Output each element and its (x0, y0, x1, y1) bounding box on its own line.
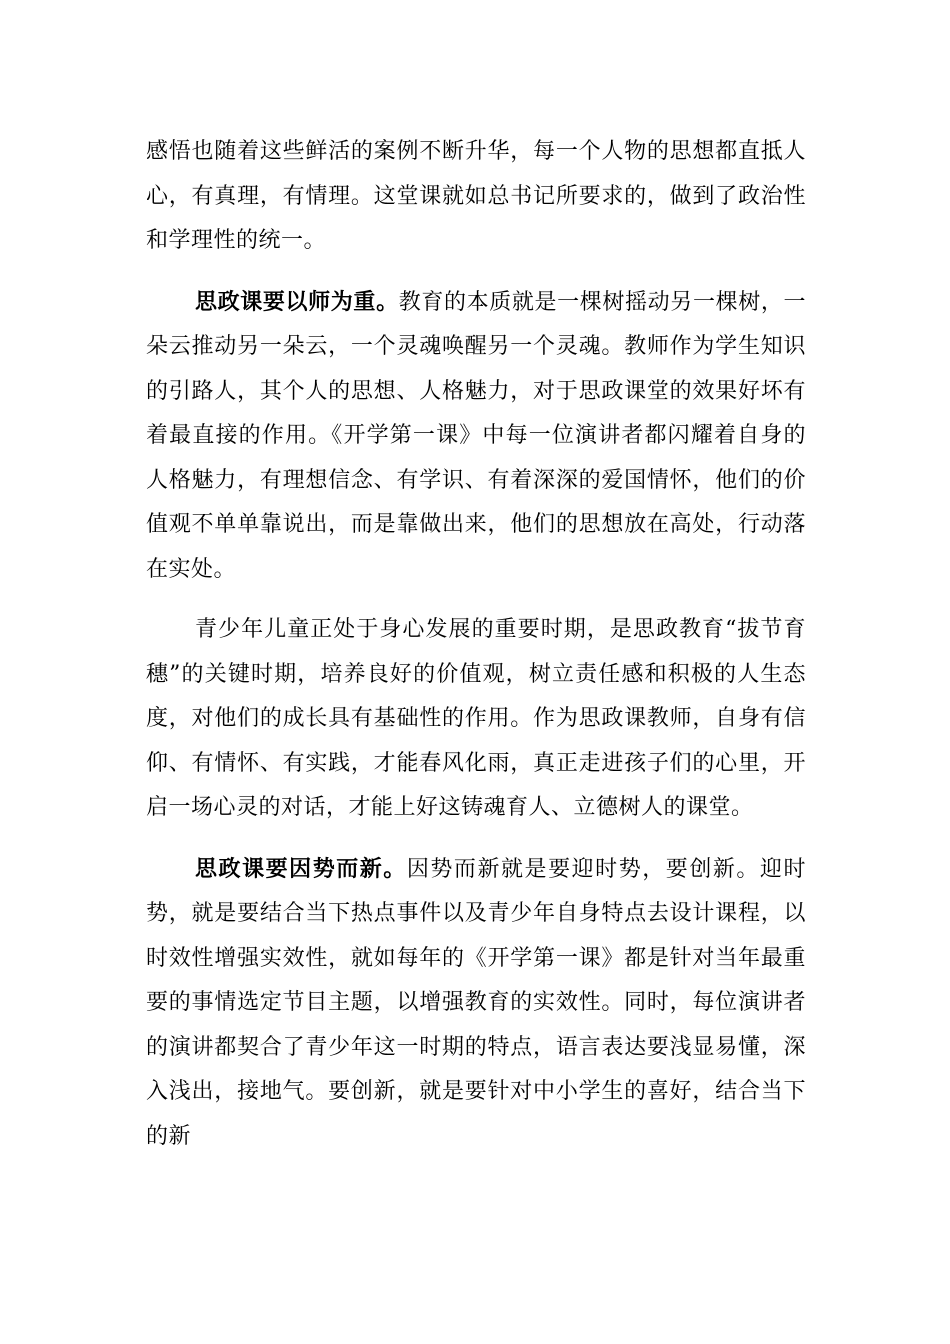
paragraph-4 (146, 847, 806, 1160)
paragraph-3 (146, 608, 806, 831)
paragraph-2-heading: 思政课要以师为重。 (195, 288, 399, 315)
paragraph-1 (146, 130, 806, 264)
document-page (146, 130, 806, 1159)
paragraph-2-text: 教育的本质就是一棵树摇动另一棵树，一朵云推动另一朵云，一个灵魂唤醒另一个灵魂。教师作为学生知识的引路人，其个人的思想、人格魅力，对于思政课堂的效果好坏有着最直接的作用。《开学第一课》中每一位演讲者都闪耀着自身的人格魅力，有理想信念、有学识、有着深深的爱国情怀，他们的价值观不单单靠说出，而是靠做出来，他们的思想放在高处，行动落在实处。 (146, 289, 806, 582)
paragraph-4-text: 因势而新就是要迎时势，要创新。迎时势，就是要结合当下热点事件以及青少年自身特点去设计课程，以时效性增强实效性，就如每年的《开学第一课》都是针对当年最重要的事情选定节目主题，以增强教育的实效性。同时，每位演讲者的演讲都契合了青少年这一时期的特点，语言表达要浅显易懂，深入浅出，接地气。要创新，就是要针对中小学生的喜好，结合当下的新 (146, 856, 806, 1149)
paragraph-1-text: 感悟也随着这些鲜活的案例不断升华，每一个人物的思想都直抵人心，有真理，有情理。这堂课就如总书记所要求的，做到了政治性和学理性的统一。 (146, 139, 806, 253)
paragraph-2 (146, 280, 806, 593)
paragraph-4-heading: 思政课要因势而新。 (195, 855, 407, 882)
paragraph-3-text: 青少年儿童正处于身心发展的重要时期，是思政教育“拔节育穗”的关键时期，培养良好的价值观，树立责任感和积极的人生态度，对他们的成长具有基础性的作用。作为思政课教师，自身有信仰、有情怀、有实践，才能春风化雨，真正走进孩子们的心里，开启一场心灵的对话，才能上好这铸魂育人、立德树人的课堂。 (146, 617, 806, 820)
